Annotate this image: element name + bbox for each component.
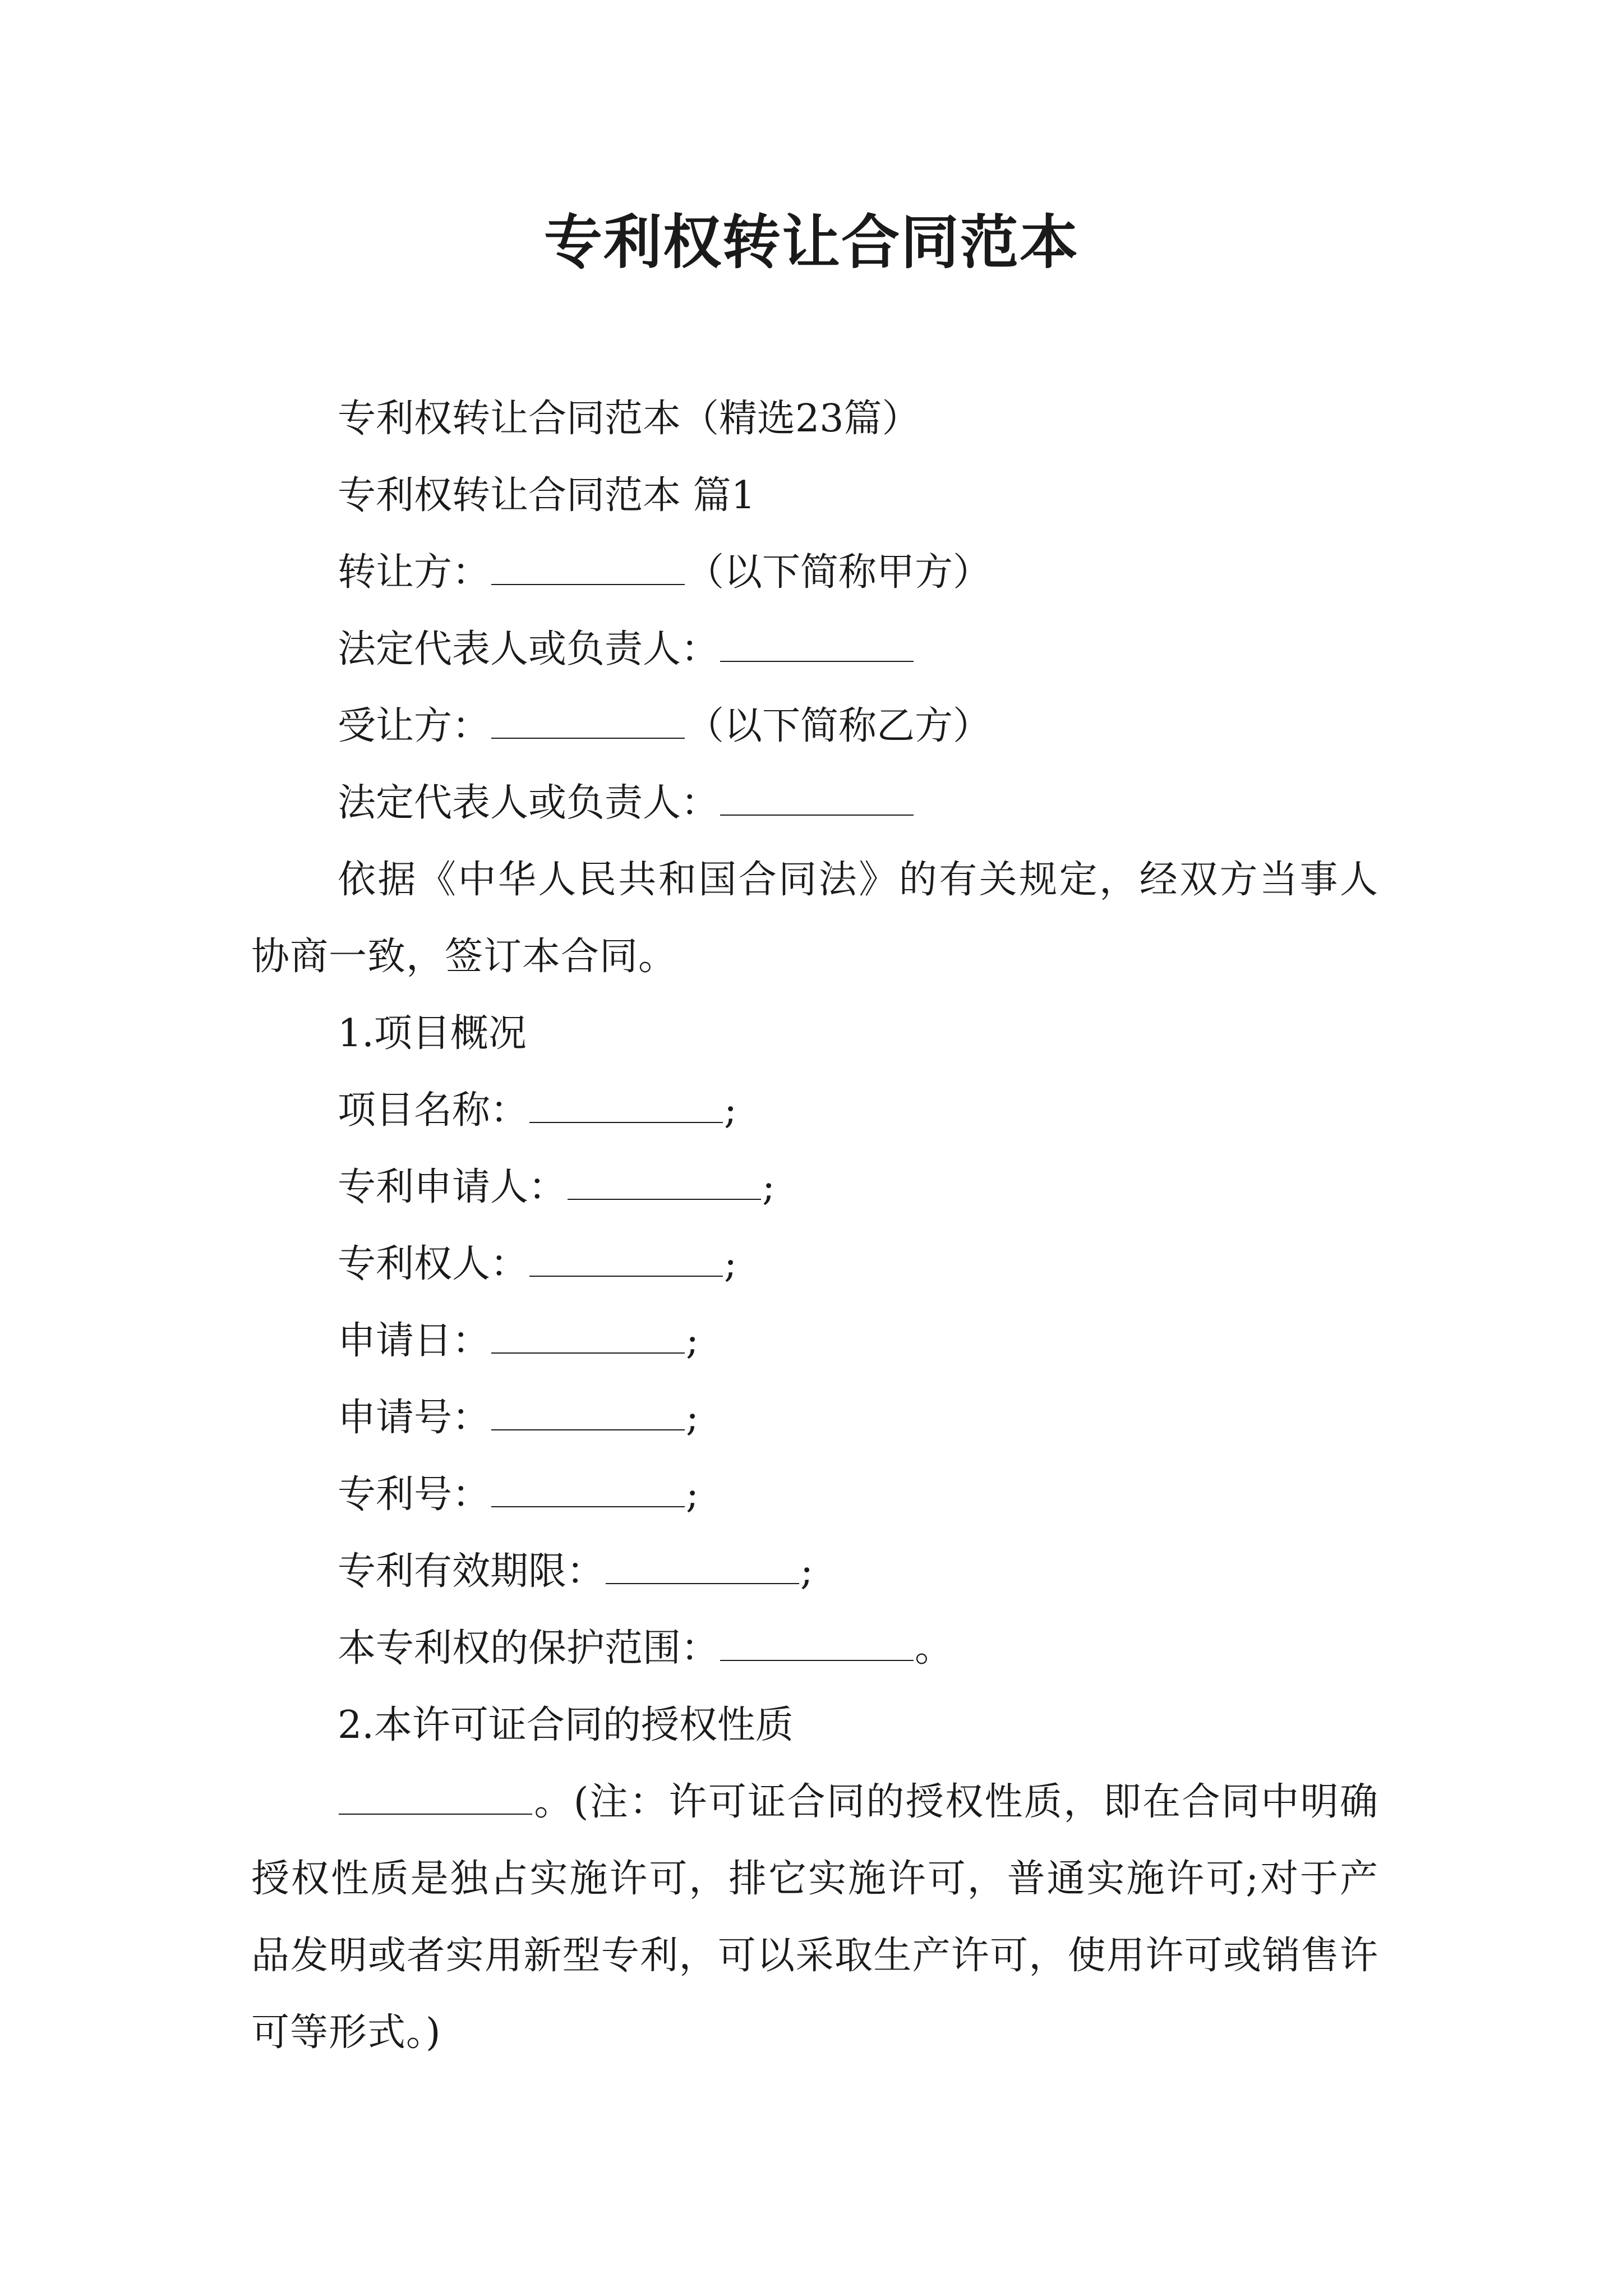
section-heading: 专利权转让合同范本 篇1 [338, 473, 755, 518]
item2-note: 。(注：许可证合同的授权性质，即在合同中明确授权性质是独占实施许可，排它实施许可，普通实施许可;对于产品发明或者实用新型专利，可以采取生产许可，使用许可或销售许可等形式。) [251, 1780, 1378, 2055]
transferee-suffix: （以下简称乙方） [686, 704, 992, 748]
item2-blank [339, 1781, 532, 1815]
subtitle-line: 专利权转让合同范本（精选23篇） [338, 397, 920, 441]
scope-line [251, 1610, 1378, 1687]
transferor-blank [491, 551, 685, 585]
patent-number-label: 专利号： [338, 1473, 491, 1517]
applicant-blank [568, 1166, 761, 1200]
patentee-line [251, 1226, 1378, 1303]
legal-rep-label-1: 法定代表人或负责人： [338, 627, 720, 671]
preamble-paragraph: 依据《中华人民共和国合同法》的有关规定，经双方当事人协商一致，签订本合同。 [251, 858, 1378, 979]
application-number-label: 申请号： [338, 1396, 491, 1440]
document-body [251, 380, 1378, 2071]
semicolon: ; [686, 1319, 699, 1363]
project-name-line [251, 1072, 1378, 1149]
application-date-line [251, 1303, 1378, 1379]
document-title: 专利权转让合同范本 [543, 208, 1079, 277]
transferee-line [251, 688, 1378, 765]
semicolon: ; [724, 1088, 737, 1133]
scope-blank [720, 1627, 914, 1661]
patentee-blank [529, 1243, 723, 1277]
applicant-line [251, 1149, 1378, 1226]
patentee-label: 专利权人： [338, 1242, 529, 1286]
transferor-label: 转让方： [338, 550, 491, 595]
period: 。 [915, 1626, 953, 1671]
application-number-blank [491, 1397, 685, 1430]
transferee-label: 受让方： [338, 704, 491, 748]
semicolon: ; [762, 1165, 775, 1209]
project-name-label: 项目名称： [338, 1088, 529, 1133]
application-number-line [251, 1379, 1378, 1456]
patent-number-line [251, 1456, 1378, 1533]
scope-label: 本专利权的保护范围： [338, 1626, 720, 1671]
transferee-blank [491, 705, 685, 739]
legal-rep-label-2: 法定代表人或负责人： [338, 781, 720, 825]
applicant-label: 专利申请人： [338, 1165, 567, 1209]
application-date-label: 申请日： [338, 1319, 491, 1363]
item1-heading: 1.项目概况 [338, 1011, 527, 1056]
validity-blank [606, 1550, 799, 1584]
project-name-blank [529, 1089, 723, 1123]
transferor-suffix: （以下简称甲方） [686, 550, 992, 595]
item2-note-paragraph [251, 1764, 1378, 2071]
semicolon: ; [800, 1549, 813, 1594]
semicolon: ; [686, 1473, 699, 1517]
validity-label: 专利有效期限： [338, 1549, 605, 1594]
transferor-line [251, 534, 1378, 611]
validity-line [251, 1533, 1378, 1610]
transferor-legal-rep-line [251, 611, 1378, 688]
legal-rep-blank-1 [720, 628, 914, 662]
semicolon: ; [686, 1396, 699, 1440]
transferee-legal-rep-line [251, 765, 1378, 841]
semicolon: ; [724, 1242, 737, 1286]
legal-rep-blank-2 [720, 782, 914, 816]
patent-number-blank [491, 1474, 685, 1507]
item2-heading: 2.本许可证合同的授权性质 [338, 1703, 794, 1747]
application-date-blank [491, 1320, 685, 1354]
